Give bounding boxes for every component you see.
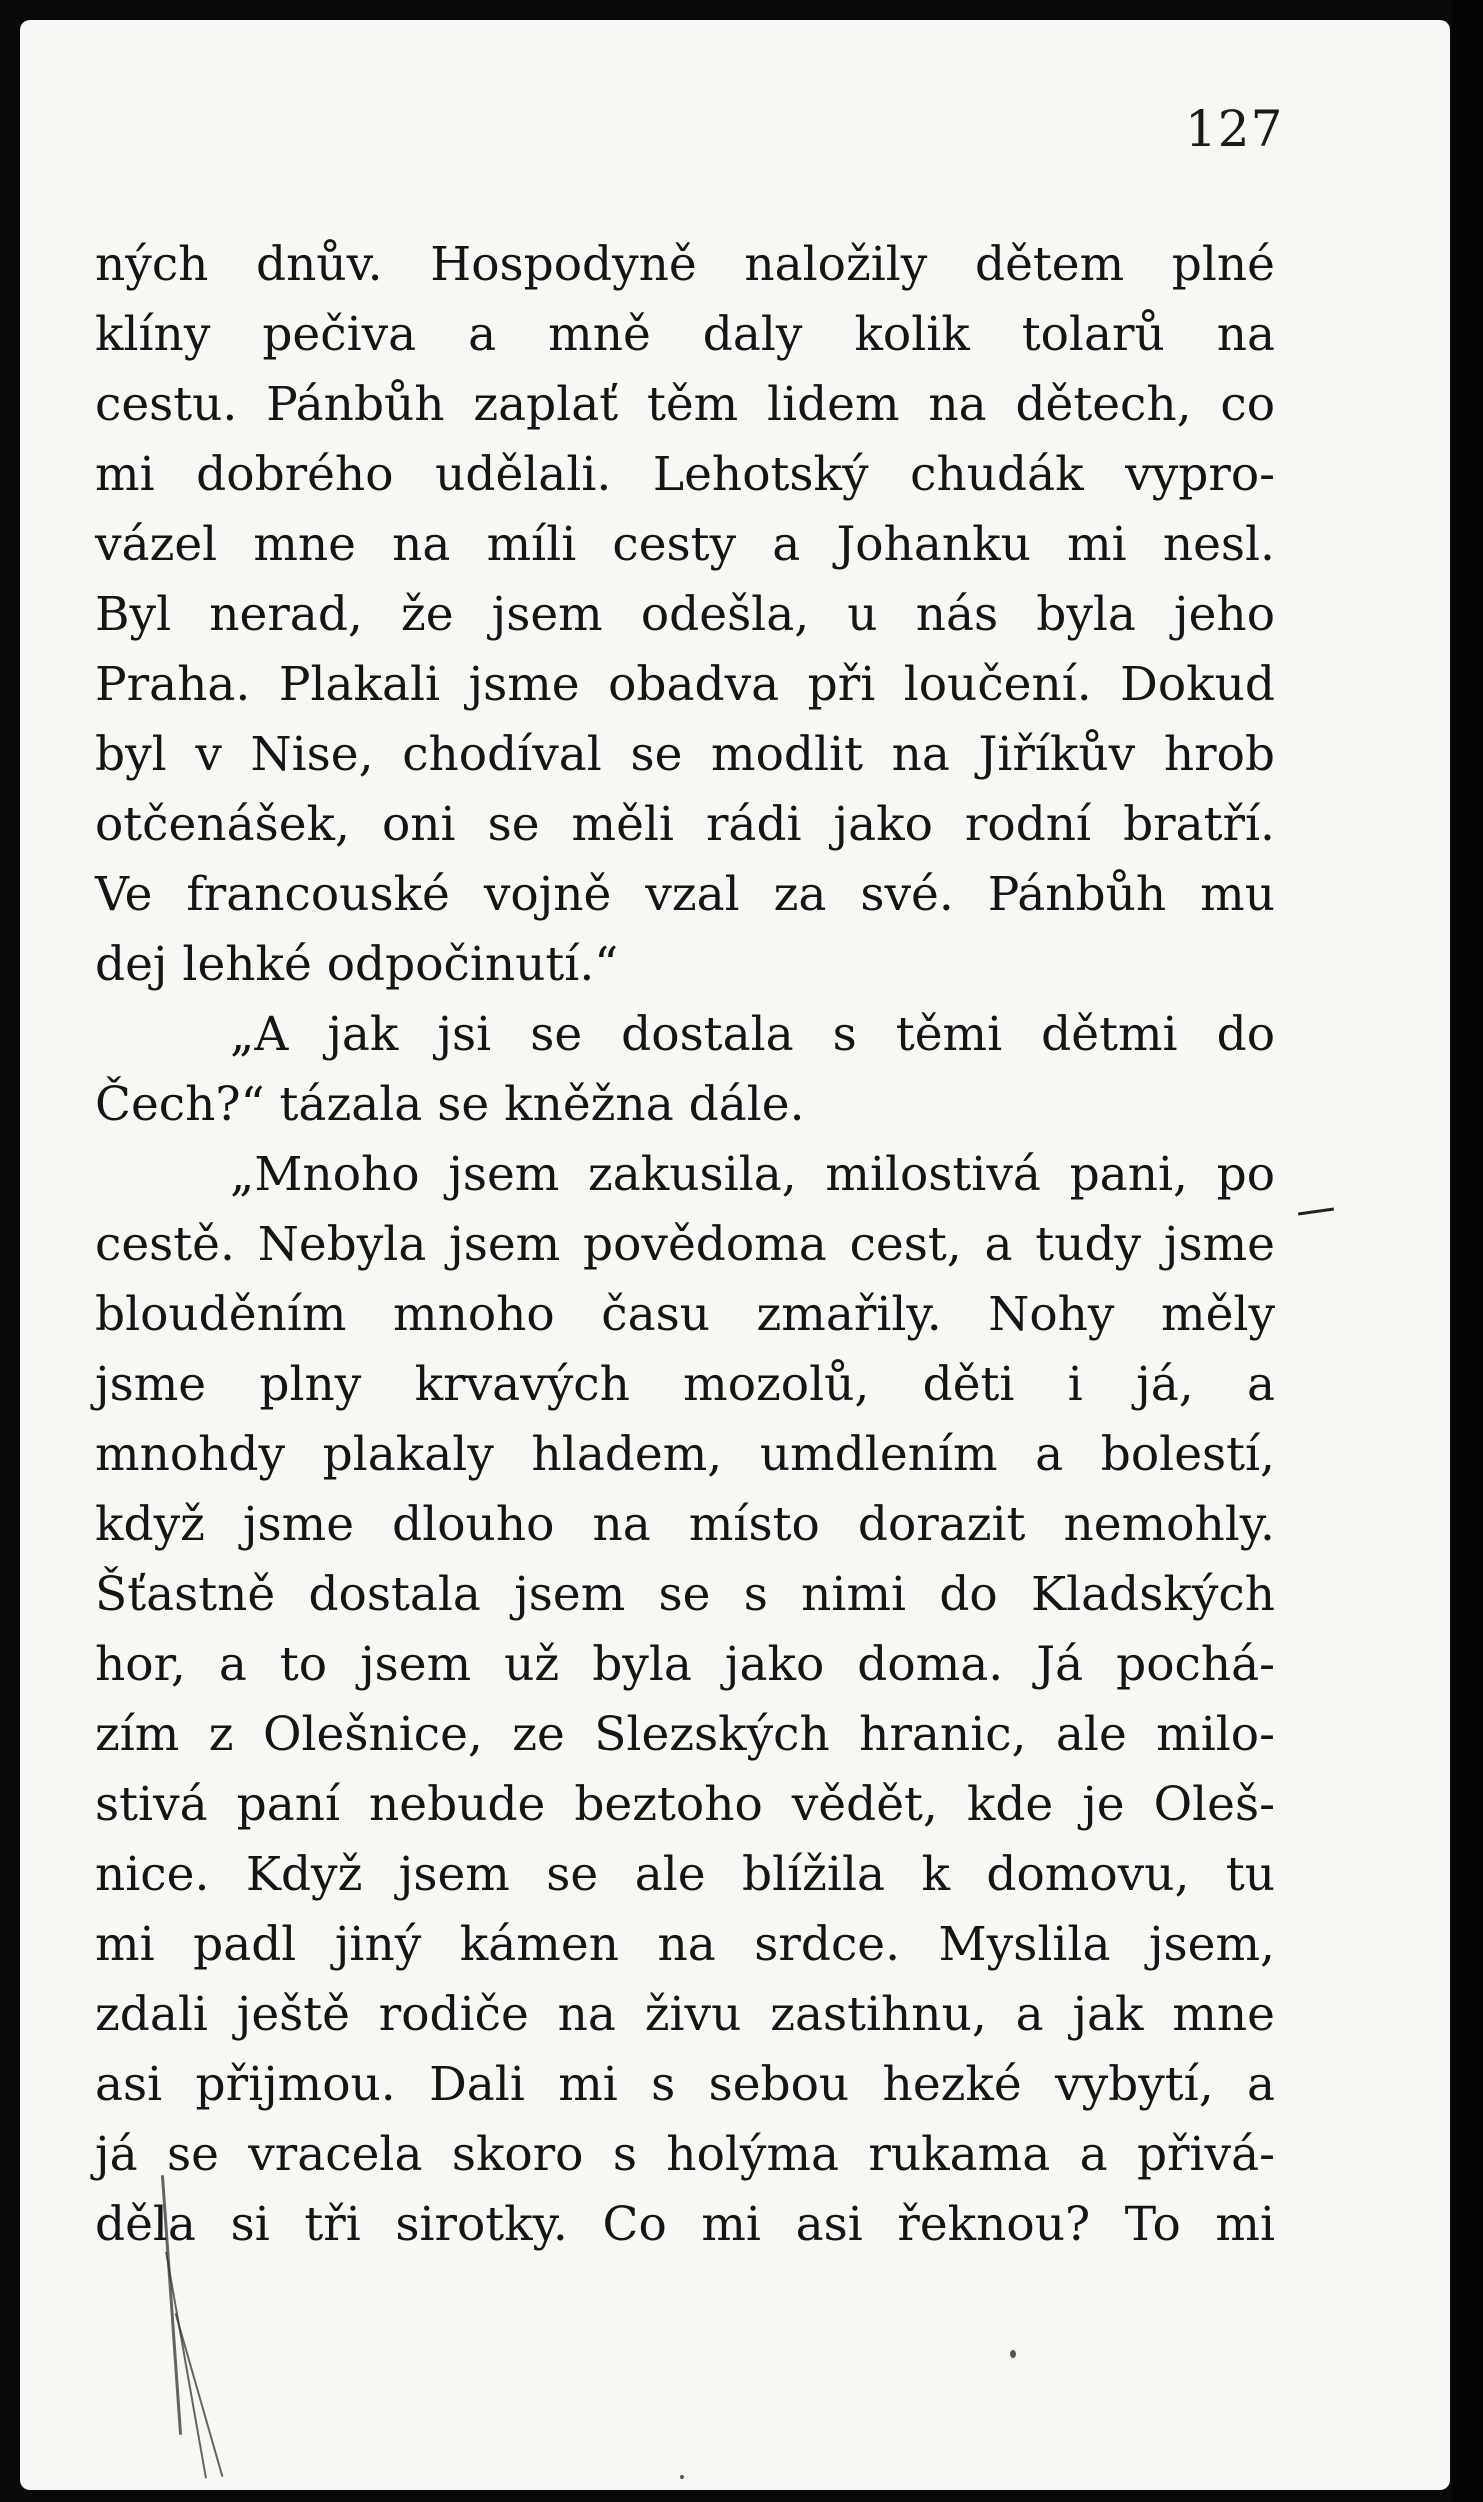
text-line: „A jak jsi se dostala s těmi dětmi do	[230, 1007, 1275, 1062]
text-line: stivá paní nebude beztoho vědět, kde je Oleš-	[95, 1777, 1275, 1832]
text-line: asi přijmou. Dali mi s sebou hezké vybytí, a	[95, 2057, 1275, 2112]
text-line: děla si tři sirotky. Co mi asi řeknou? To mi	[95, 2197, 1275, 2252]
text-line: otčenášek, oni se měli rádi jako rodní bratří.	[95, 797, 1275, 852]
text-line: cestu. Pánbůh zaplať těm lidem na dětech, co	[95, 377, 1275, 432]
paper-speck	[1010, 2350, 1016, 2358]
page-number: 127	[1185, 100, 1284, 158]
text-line: dej lehké odpočinutí.“	[95, 937, 619, 992]
text-line: byl v Nise, chodíval se modlit na Jiříkův hrob	[95, 727, 1275, 782]
text-line: Praha. Plakali jsme obadva při loučení. Dokud	[95, 657, 1275, 712]
text-line: zdali ještě rodiče na živu zastihnu, a jak mne	[95, 1987, 1275, 2042]
body-text	[20, 20, 1450, 2490]
text-line: zím z Olešnice, ze Slezských hranic, ale milo-	[95, 1707, 1275, 1762]
text-line: Čech?“ tázala se kněžna dále.	[95, 1077, 805, 1132]
text-line: já se vracela skoro s holýma rukama a přivá-	[95, 2127, 1275, 2182]
text-line: mi padl jiný kámen na srdce. Myslila jsem,	[95, 1917, 1275, 1972]
text-line: „Mnoho jsem zakusila, milostivá pani, po	[230, 1147, 1275, 1202]
text-line: vázel mne na míli cesty a Johanku mi nesl.	[95, 517, 1275, 572]
text-line: mi dobrého udělali. Lehotský chudák vypro-	[95, 447, 1275, 502]
text-line: blouděním mnoho času zmařily. Nohy měly	[95, 1287, 1275, 1342]
text-line: hor, a to jsem už byla jako doma. Já pochá-	[95, 1637, 1275, 1692]
text-line: nice. Když jsem se ale blížila k domovu, tu	[95, 1847, 1275, 1902]
text-line: jsme plny krvavých mozolů, děti i já, a	[95, 1357, 1275, 1412]
text-line: klíny pečiva a mně daly kolik tolarů na	[95, 307, 1275, 362]
book-page	[20, 20, 1450, 2490]
text-line: Byl nerad, že jsem odešla, u nás byla jeho	[95, 587, 1275, 642]
text-line: mnohdy plakaly hladem, umdlením a bolestí,	[95, 1427, 1275, 1482]
text-line: Ve francouské vojně vzal za své. Pánbůh mu	[95, 867, 1275, 922]
text-line: Šťastně dostala jsem se s nimi do Kladských	[95, 1567, 1275, 1622]
text-line: cestě. Nebyla jsem povědoma cest, a tudy jsme	[95, 1217, 1275, 1272]
scan-edge	[1452, 0, 1483, 2502]
text-line: ných dnův. Hospodyně naložily dětem plné	[95, 237, 1275, 292]
text-line: když jsme dlouho na místo dorazit nemohly.	[95, 1497, 1275, 1552]
paper-speck	[680, 2475, 684, 2479]
